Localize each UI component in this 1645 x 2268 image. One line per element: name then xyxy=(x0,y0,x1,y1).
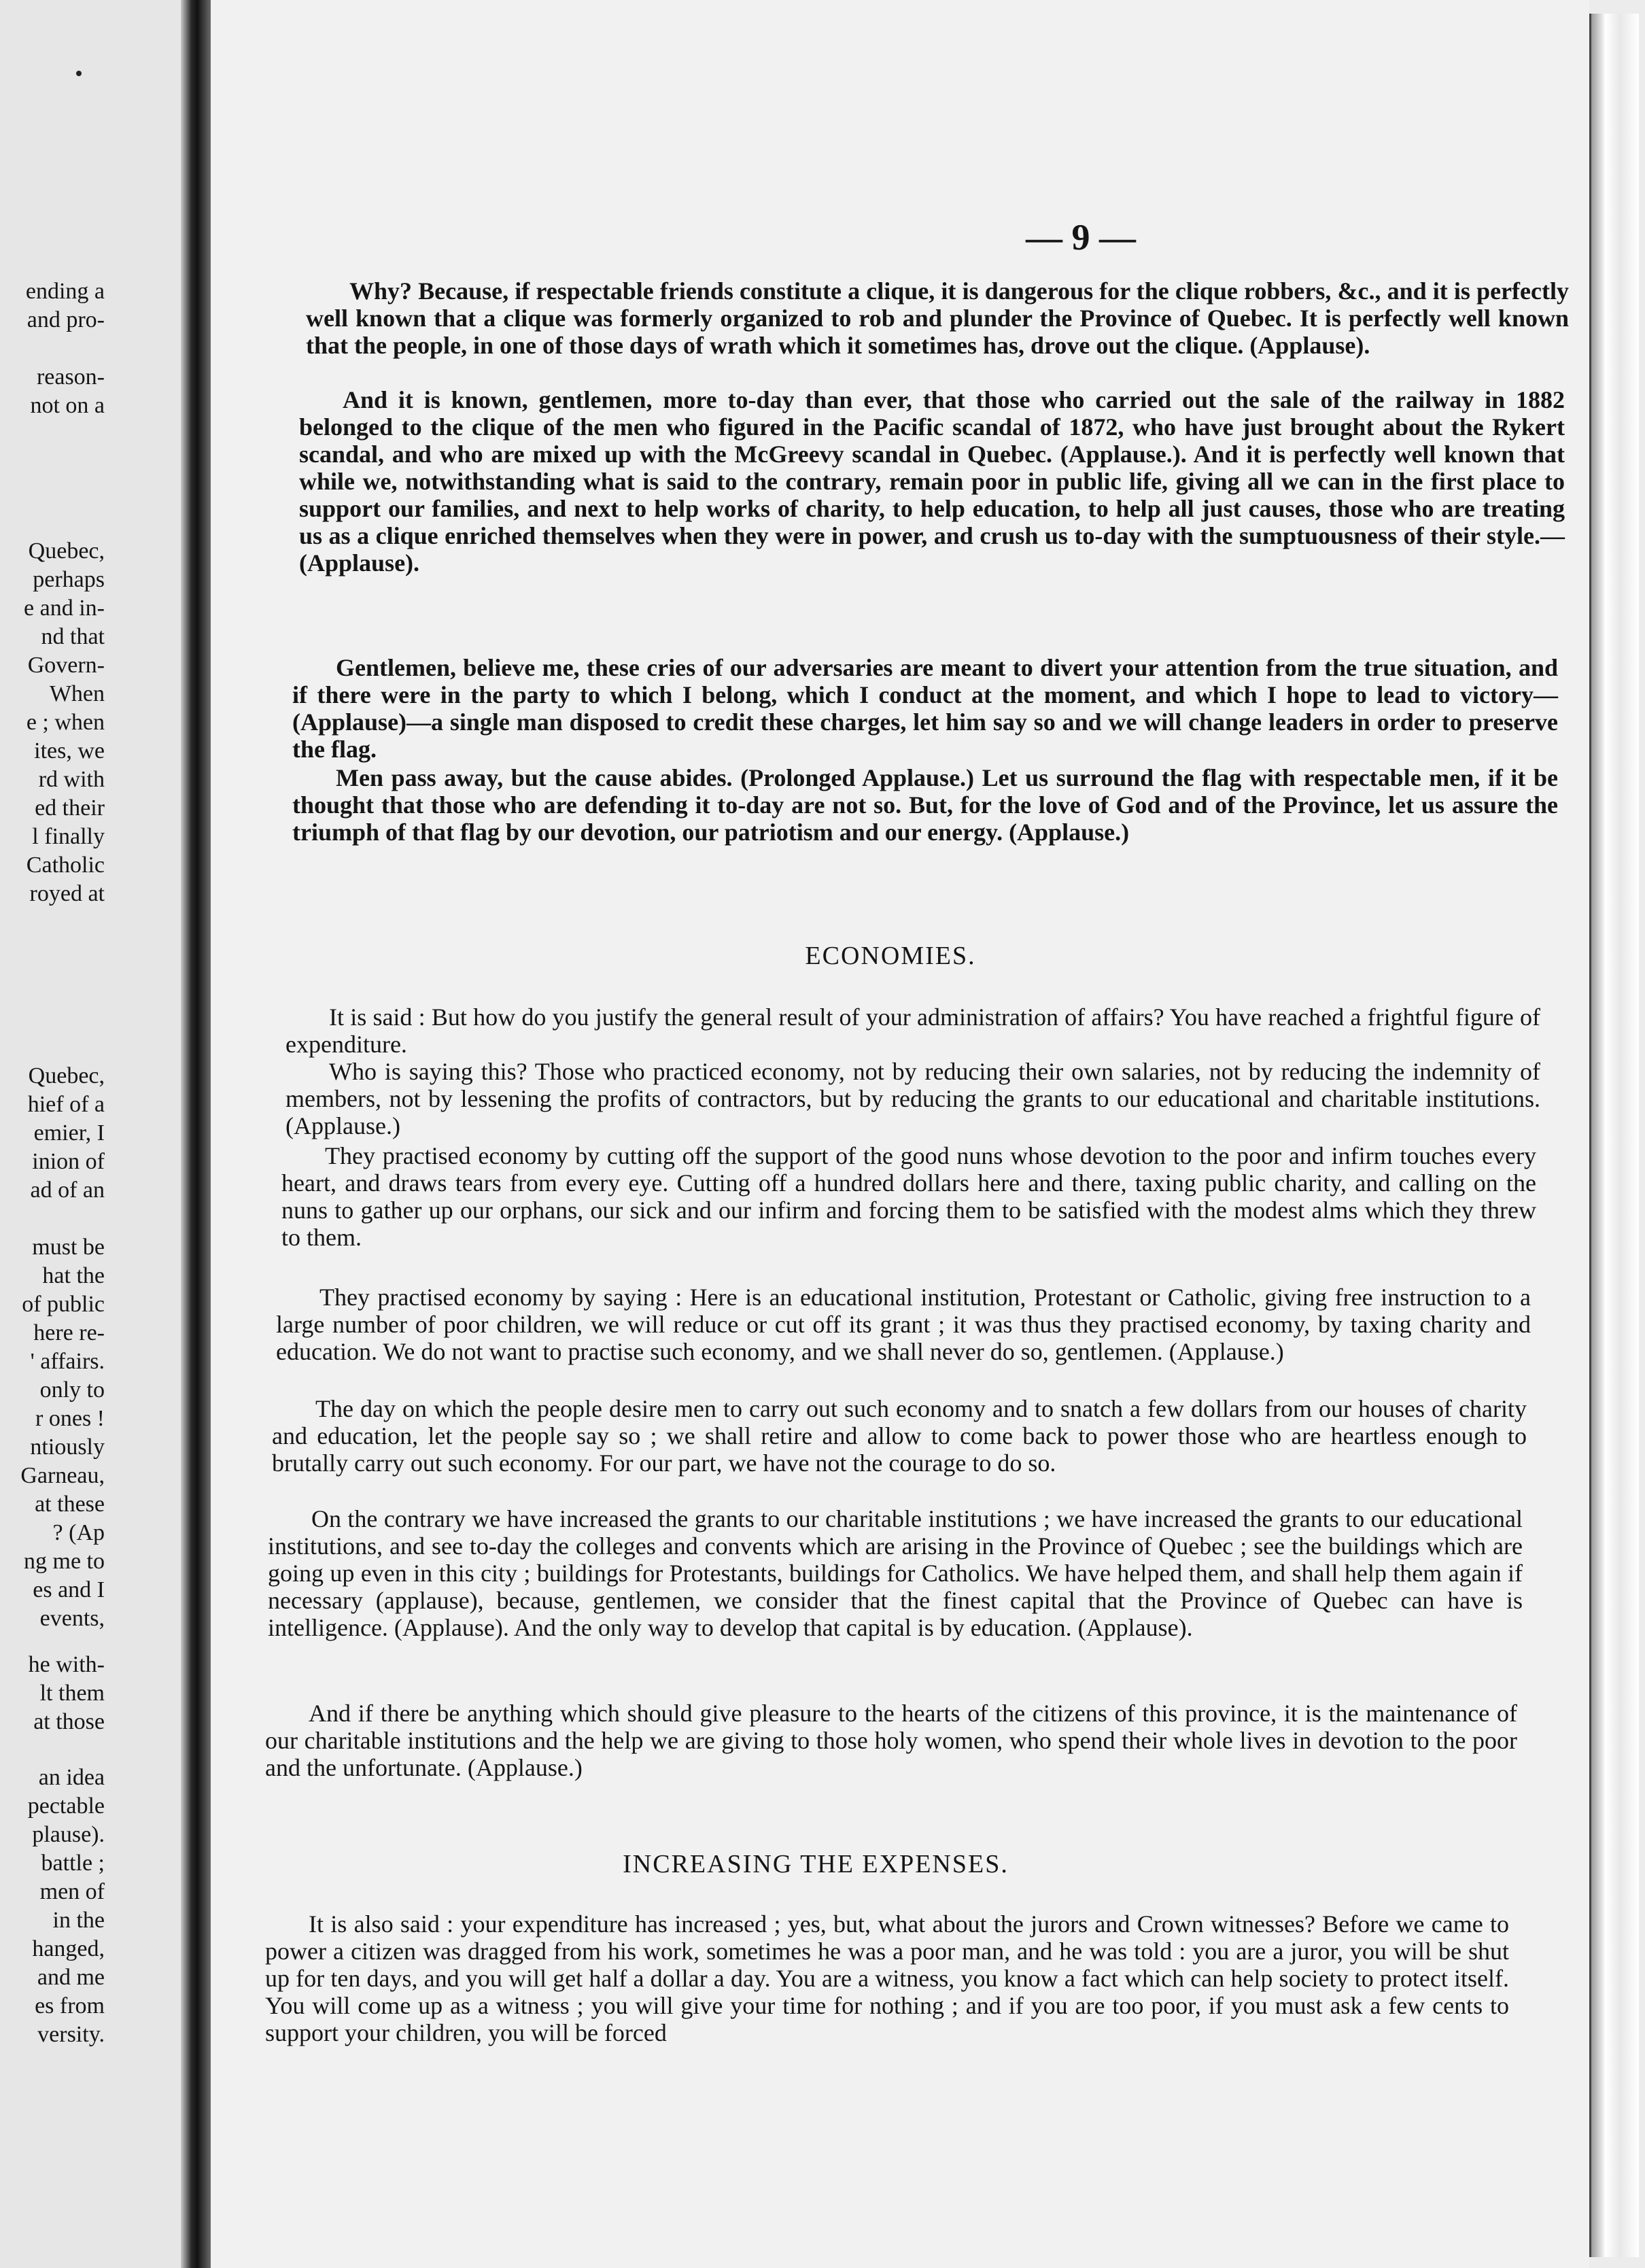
main-page xyxy=(211,0,1589,2268)
left-fragment: When xyxy=(49,681,105,706)
left-fragment: plause). xyxy=(32,1822,105,1847)
left-fragment: events, xyxy=(39,1606,105,1631)
left-fragment: perhaps xyxy=(33,567,105,592)
paragraph: Men pass away, but the cause abides. (Prolonged Applause.) Let us surround the flag with respectable men, if it be thought that those who are defending it to-day are not so. But, for the love of God and of the Province, let us assure the triumph of that flag by our devotion, our patriotism and our energy. (Applause.) xyxy=(292,764,1558,846)
paragraph: Gentlemen, believe me, these cries of our adversaries are meant to divert your attention from the true situation, and if there were in the party to which I belong, which I conduct at the moment, and which I hope to lead to victory—(Applause)—a single man disposed to credit these charges, let him say so and we will change leaders in order to preserve the flag. xyxy=(292,654,1558,763)
left-fragment: rd with xyxy=(38,767,105,792)
paragraph: On the contrary we have increased the grants to our charitable institutions ; we have increased the grants to our educational institutions, and see to-day the colleges and convents which are arising in the Province of Quebec ; see the buildings which are going up even in this city ; buildings for Protestants, buildings for Catholics. We have helped them, and shall help them again if necessary (applause), because, gentlemen, we consider that the finest capital that the Province of Quebec can have is intelligence. (Applause). And the only way to develop that capital is by education. (Applause). xyxy=(268,1505,1523,1641)
left-fragment: ' affairs. xyxy=(30,1349,105,1374)
left-fragment: only to xyxy=(39,1377,105,1403)
left-fragment: emier, I xyxy=(33,1120,105,1146)
book-gutter xyxy=(181,0,211,2268)
left-fragment: not on a xyxy=(30,393,105,418)
left-fragment: in the xyxy=(52,1908,105,1933)
left-fragment: must be xyxy=(32,1235,105,1260)
left-fragment: Garneau, xyxy=(20,1463,105,1488)
left-fragment: es and I xyxy=(33,1577,105,1602)
left-fragment: es from xyxy=(35,1993,105,2018)
left-fragment: hief of a xyxy=(27,1092,105,1117)
page-number: — 9 — xyxy=(1026,217,1136,258)
left-fragment: reason- xyxy=(36,364,105,390)
left-fragment: royed at xyxy=(29,881,105,906)
left-fragment: at those xyxy=(33,1709,105,1734)
paragraph: They practised economy by saying : Here is an educational institution, Protestant or Catholic, giving free instruction to a large number of poor children, we will reduce or cut off its grant ; it was thus they practised economy, by taxing charity and education. We do not want to practise such economy, and we shall never do so, gentlemen. (Applause.) xyxy=(276,1284,1531,1365)
left-fragment: r ones ! xyxy=(35,1406,105,1431)
left-fragment: ? (Ap xyxy=(52,1520,105,1545)
left-fragment: hat the xyxy=(42,1263,105,1288)
page-stack-edge xyxy=(1589,14,1639,2257)
paragraph: And it is known, gentlemen, more to-day than ever, that those who carried out the sale of the railway in 1882 belonged to the clique of the men who figured in the Pacific scandal of 1872, who have just brought about the Rykert scandal, and who are mixed up with the McGreevy scandal in Quebec. (Applause.). And it is perfectly well known that while we, notwithstanding what is said to the contrary, remain poor in public life, giving all we can in the first place to support our families, and next to help works of charity, to help education, to help all just causes, those who are treating us as a clique enriched themselves when they were in power, and crush us to-day with the sumptuousness of their style.—(Applause). xyxy=(299,386,1565,577)
left-fragment: Catholic xyxy=(26,853,105,878)
left-fragment: ntiously xyxy=(30,1434,105,1460)
left-fragment: and pro- xyxy=(27,307,105,332)
paragraph: Why? Because, if respectable friends constitute a clique, it is dangerous for the clique robbers, &c., and it is perfectly well known that a clique was formerly organized to rob and plunder the Province of Quebec. It is perfectly well known that the people, in one of those days of wrath which it sometimes has, drove out the clique. (Applause). xyxy=(306,277,1569,359)
paragraph: It is also said : your expenditure has increased ; yes, but, what about the jurors and Crown witnesses? Before we came to power a citizen was dragged from his work, sometimes he was a poor man, and he was told : you are a juror, you will be shut up for ten days, and you will get half a dollar a day. You are a witness, you know a fact which can help society to protect itself. You will come up as a witness ; you will give your time for nothing ; and if you are too poor, if you must ask a few cents to support your children, you will be forced xyxy=(265,1910,1509,2046)
paragraph: And if there be anything which should give pleasure to the hearts of the citizens of this province, it is the maintenance of our charitable institutions and the help we are giving to those holy women, who spend their whole lives in devotion to the poor and the unfortunate. (Applause.) xyxy=(265,1700,1517,1781)
paragraph: It is said : But how do you justify the general result of your administration of affairs? You have reached a frightful figure of expenditure. xyxy=(285,1003,1540,1058)
left-fragment: l finally xyxy=(32,824,105,849)
left-fragment: at these xyxy=(35,1492,105,1517)
left-fragment: Quebec, xyxy=(28,1063,105,1088)
left-fragment: versity. xyxy=(37,2022,105,2047)
ink-speck xyxy=(76,71,82,76)
left-fragment: lt them xyxy=(39,1681,105,1706)
left-fragment: an idea xyxy=(38,1765,105,1790)
section-heading-economies: ECONOMIES. xyxy=(805,942,976,970)
left-page-margin xyxy=(0,0,185,2268)
section-heading-increasing-expenses: INCREASING THE EXPENSES. xyxy=(623,1850,1009,1878)
left-fragment: battle ; xyxy=(41,1851,105,1876)
left-fragment: and me xyxy=(37,1965,105,1990)
left-fragment: e ; when xyxy=(26,710,105,735)
left-fragment: Govern- xyxy=(27,653,105,678)
left-fragment: ng me to xyxy=(24,1549,105,1574)
left-fragment: ending a xyxy=(25,279,105,304)
left-fragment: nd that xyxy=(41,624,105,649)
left-fragment: ed their xyxy=(35,795,105,821)
left-fragment: pectable xyxy=(27,1793,105,1819)
left-fragment: inion of xyxy=(32,1149,105,1174)
left-fragment: ites, we xyxy=(34,738,105,763)
paragraph: The day on which the people desire men to carry out such economy and to snatch a few dollars from our houses of charity and education, let the people say so ; we shall retire and allow to come back to power those who are heartless enough to brutally carry out such economy. For our part, we have not the courage to do so. xyxy=(272,1395,1527,1477)
left-fragment: here re- xyxy=(33,1320,105,1345)
left-fragment: hanged, xyxy=(32,1936,105,1961)
left-fragment: of public xyxy=(22,1292,105,1317)
left-fragment: men of xyxy=(39,1879,105,1904)
left-fragment: he with- xyxy=(28,1652,105,1677)
left-fragment: e and in- xyxy=(24,596,105,621)
left-fragment: ad of an xyxy=(30,1178,105,1203)
paragraph: Who is saying this? Those who practiced economy, not by reducing their own salaries, not by reducing the indemnity of members, not by lessening the profits of contractors, but by reducing the grants to our educational and charitable institutions. (Applause.) xyxy=(285,1058,1540,1139)
left-fragment: Quebec, xyxy=(28,538,105,564)
paragraph: They practised economy by cutting off the support of the good nuns whose devotion to the poor and infirm touches every heart, and draws tears from every eye. Cutting off a hundred dollars here and there, taxing public charity, and calling on the nuns to gather up our orphans, our sick and our infirm and forcing them to be satisfied with the modest alms which they threw to them. xyxy=(281,1142,1536,1251)
